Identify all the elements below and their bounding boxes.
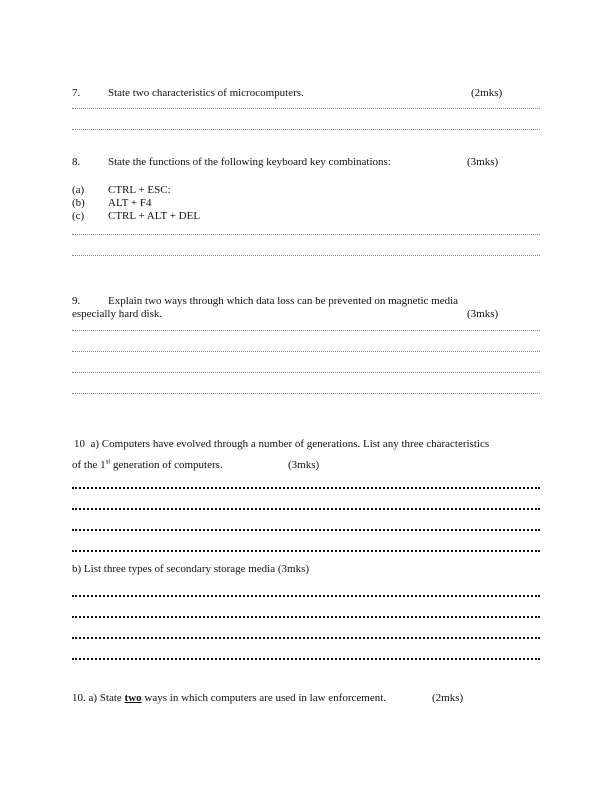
question-number: 9. [72, 295, 81, 307]
sub-item-text: ALT + F4 [108, 197, 152, 209]
question-text: State the functions of the following keyboard key combinations: [108, 156, 391, 168]
question-text: of the 1 [72, 459, 106, 471]
question-text: State two characteristics of microcomputers. [108, 87, 304, 99]
question-10-law-marks: (2mks) [432, 692, 464, 704]
answer-line [72, 330, 540, 331]
answer-line [72, 234, 540, 235]
question-9-line2: especially hard disk. [72, 308, 163, 320]
answer-line [72, 108, 540, 109]
question-9 [72, 295, 458, 307]
answer-line [72, 550, 540, 552]
sub-item-label: (c) [72, 210, 85, 222]
sub-item-label: (b) [72, 197, 85, 209]
superscript: st [105, 457, 111, 466]
sub-item-label: (a) [72, 184, 85, 196]
question-8 [72, 156, 391, 168]
sub-item-text: CTRL + ESC: [108, 184, 171, 196]
answer-line [72, 616, 540, 618]
sub-item-c [72, 210, 200, 222]
answer-line [72, 351, 540, 352]
question-10-law [72, 692, 386, 704]
question-7 [72, 87, 304, 99]
question-text: 10. a) State [72, 692, 125, 704]
answer-line [72, 129, 540, 130]
sub-item-b [72, 197, 152, 209]
sub-item-text: CTRL + ALT + DEL [108, 210, 201, 222]
answer-line [72, 393, 540, 394]
question-8-marks: (3mks) [467, 156, 499, 168]
question-7-marks: (2mks) [471, 87, 503, 99]
question-text: Explain two ways through which data loss can be prevented on magnetic media [108, 295, 459, 307]
question-10a-marks: (3mks) [288, 459, 320, 471]
question-text: ways in which computers are used in law enforcement. [141, 692, 387, 704]
question-text: a) Computers have evolved through a number of generations. List any three characteristics [90, 438, 490, 450]
answer-line [72, 637, 540, 639]
answer-line [72, 255, 540, 256]
answer-line [72, 595, 540, 597]
question-number: 10 [74, 438, 85, 450]
answer-line [72, 658, 540, 660]
sub-item-a [72, 184, 171, 196]
question-9-marks: (3mks) [467, 308, 499, 320]
question-10a-line2 [72, 459, 223, 471]
question-number: 7. [72, 87, 81, 99]
answer-line [72, 508, 540, 510]
answer-line [72, 529, 540, 531]
question-10a [74, 438, 489, 450]
answer-line [72, 372, 540, 373]
emphasis-text: two [124, 692, 142, 704]
question-text: generation of computers. [110, 459, 223, 471]
question-number: 8. [72, 156, 81, 168]
answer-line [72, 487, 540, 489]
question-10b: b) List three types of secondary storage media (3mks) [72, 563, 310, 575]
